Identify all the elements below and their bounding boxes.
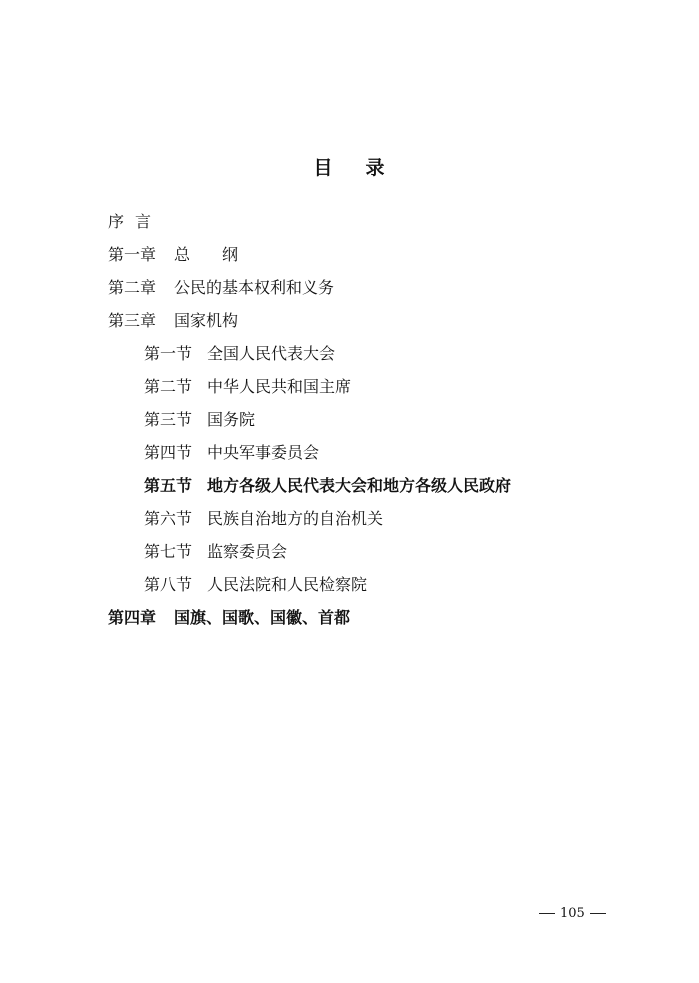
toc-entry-section-2[interactable] — [0, 370, 699, 403]
toc-entry-number: 第一节 — [144, 344, 193, 363]
toc-entry-number: 第二章 — [108, 278, 157, 297]
toc-entry-title: 地方各级人民代表大会和地方各级人民政府 — [207, 476, 512, 495]
page-number: 105 — [560, 906, 585, 921]
toc-entry-number: 第四章 — [108, 608, 157, 627]
toc-entry-section-4[interactable] — [0, 436, 699, 469]
toc-entry-title — [174, 245, 238, 264]
toc-entry-preface[interactable] — [0, 205, 699, 238]
toc-entry-title: 国旗、国歌、国徽、首都 — [174, 608, 351, 627]
toc-title-part-1: 总 — [174, 245, 191, 264]
toc-entry-section-1[interactable] — [0, 337, 699, 370]
toc-entry-section-7[interactable] — [0, 535, 699, 568]
toc-entry-number: 第三节 — [144, 410, 193, 429]
toc-title-part-2: 纲 — [222, 245, 239, 264]
toc-entry-section-6[interactable] — [0, 502, 699, 535]
page-number-footer — [534, 906, 611, 921]
toc-entry-number: 第五节 — [144, 476, 193, 495]
title-char-2: 录 — [365, 157, 386, 179]
toc-entry-section-5[interactable] — [0, 469, 699, 502]
toc-entry-title: 公民的基本权利和义务 — [174, 278, 335, 297]
dash-left — [539, 913, 555, 914]
toc-entry-chapter-2[interactable] — [0, 271, 699, 304]
toc-entry-number: 第七节 — [144, 542, 193, 561]
toc-entry-title: 国家机构 — [174, 311, 239, 330]
title-char-1: 目 — [313, 157, 334, 179]
toc-entry-section-3[interactable] — [0, 403, 699, 436]
toc-entry-title: 人民法院和人民检察院 — [207, 575, 368, 594]
toc-entry-title: 民族自治地方的自治机关 — [207, 509, 384, 528]
toc-entry-number: 第六节 — [144, 509, 193, 528]
toc-entry-section-8[interactable] — [0, 568, 699, 601]
toc-entry-title: 中央军事委员会 — [207, 443, 320, 462]
toc-entry-title: 监察委员会 — [207, 542, 288, 561]
toc-entry-number: 第一章 — [108, 245, 157, 264]
toc-entry-chapter-4[interactable] — [0, 601, 699, 634]
toc-entry-chapter-3[interactable] — [0, 304, 699, 337]
toc-entry-title: 中华人民共和国主席 — [207, 377, 352, 396]
page-title — [0, 153, 699, 180]
toc-entry-number: 第二节 — [144, 377, 193, 396]
toc-entry-chapter-1[interactable] — [0, 238, 699, 271]
toc-entry-number: 第三章 — [108, 311, 157, 330]
toc-entry-title: 国务院 — [207, 410, 256, 429]
table-of-contents — [0, 205, 699, 634]
dash-right — [590, 913, 606, 914]
toc-entry-title: 全国人民代表大会 — [207, 344, 336, 363]
toc-entry-number: 第八节 — [144, 575, 193, 594]
toc-entry-number: 第四节 — [144, 443, 193, 462]
toc-entry-title: 序言 — [108, 212, 163, 231]
